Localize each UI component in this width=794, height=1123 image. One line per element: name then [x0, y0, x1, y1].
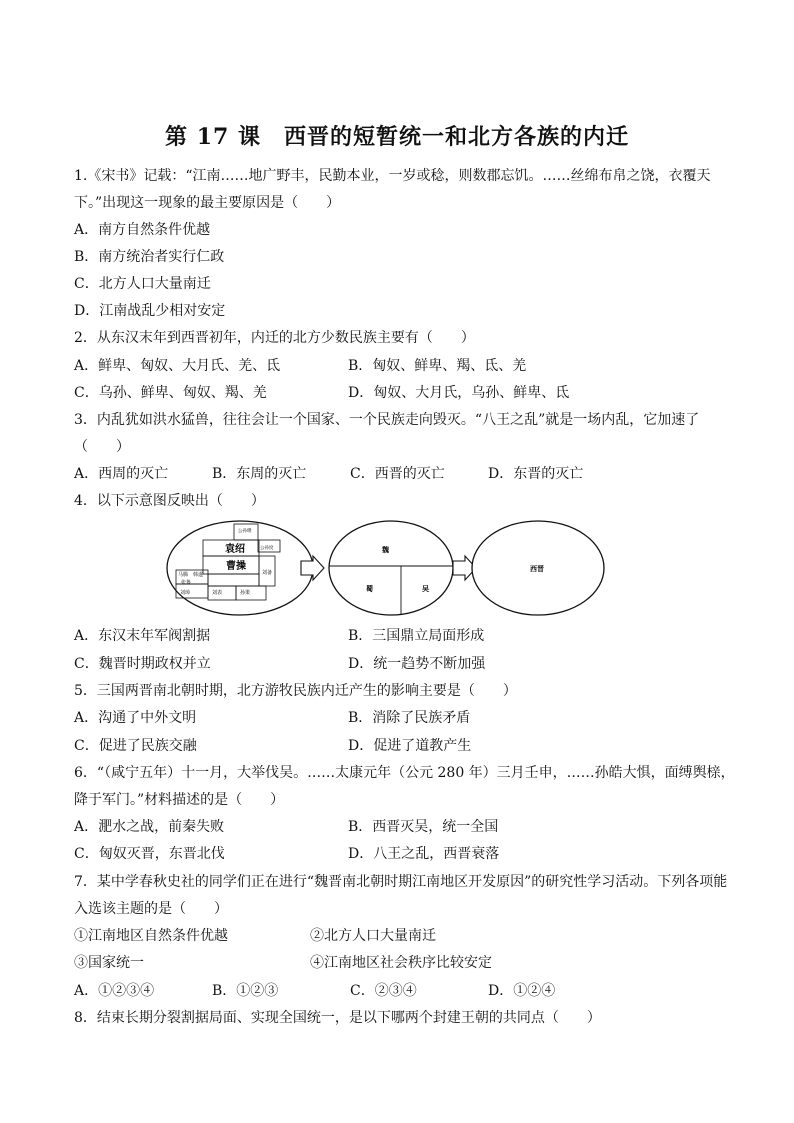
- q7-option-d: D．①②④: [488, 983, 556, 999]
- q3-option-c: C．西晋的灭亡: [350, 466, 445, 482]
- label-liubei: 刘备: [262, 570, 273, 576]
- label-wei: 魏: [382, 545, 389, 554]
- q5-option-b: B．消除了民族矛盾: [348, 710, 471, 726]
- q2-option-b: B．匈奴、鲜卑、羯、氐、羌: [348, 358, 527, 374]
- q1-option-d: D．江南战乱少相对安定: [74, 303, 226, 319]
- q4-option-b: B．三国鼎立局面形成: [348, 628, 485, 644]
- q6-option-a: A．淝水之战，前秦失败: [74, 819, 225, 835]
- q2-option-d: D．匈奴、大月氏，乌孙、鲜卑、氐: [348, 385, 570, 401]
- q3-stem-line1: 3．内乱犹如洪水猛兽，往往会让一个国家、一个民族走向毁灭。“八王之乱”就是一场内乱，它加速了: [74, 412, 700, 428]
- q3-option-d: D．东晋的灭亡: [488, 466, 584, 482]
- q7-stem-line2: 入选该主题的是（ ）: [74, 901, 228, 917]
- label-gongsunzan: 公孙瓒: [238, 529, 252, 534]
- q6-option-b: B．西晋灭吴，统一全国: [348, 819, 499, 835]
- label-zhanglu: 张鲁: [181, 580, 192, 586]
- q1-stem-line2: 下。”出现这一现象的最主要原因是（ ）: [74, 195, 341, 211]
- lesson-title: 第 17 课 西晋的短暂统一和北方各族的内迁: [165, 124, 629, 150]
- label-caocao: 曹操: [226, 561, 246, 572]
- q1-option-b: B．南方统治者实行仁政: [74, 249, 225, 265]
- label-sunce: 孙策: [240, 590, 251, 596]
- q5-option-d: D．促进了道教产生: [348, 738, 472, 754]
- three-kingdoms-map: [329, 521, 453, 615]
- q5-stem: 5．三国两晋南北朝时期，北方游牧民族内迁产生的影响主要是（ ）: [74, 683, 517, 699]
- q7-item-2: ②北方人口大量南迁: [310, 928, 436, 944]
- q2-option-c: C．乌孙、鲜卑、匈奴、羯、羌: [74, 385, 267, 401]
- q1-option-a: A．南方自然条件优越: [74, 222, 211, 238]
- q6-option-d: D．八王之乱，西晋衰落: [348, 846, 500, 862]
- q1-stem-line1: 1.《宋书》记载：“江南……地广野丰，民勤本业，一岁或稔，则数郡忘饥。……丝绵布帛之饶，衣覆天: [74, 168, 711, 184]
- q7-stem-line1: 7．某中学春秋史社的同学们正在进行“魏晋南北朝时期江南地区开发原因”的研究性学习活动。下列各项能: [74, 874, 728, 890]
- label-hansui: 韩遂: [193, 572, 204, 578]
- q5-option-c: C．促进了民族交融: [74, 738, 197, 754]
- label-liuzhang: 刘璋: [180, 590, 191, 596]
- q7-options: [74, 982, 626, 1000]
- q4-option-d: D．统一趋势不断加强: [348, 656, 486, 672]
- q5-option-a: A．沟通了中外文明: [74, 710, 197, 726]
- q6-option-c: C．匈奴灭晋，东晋北伐: [74, 846, 225, 862]
- q3-option-b: B．东周的灭亡: [212, 466, 307, 482]
- q2-stem: 2．从东汉末年到西晋初年，内迁的北方少数民族主要有（ ）: [74, 330, 475, 346]
- warlord-map: [167, 521, 313, 615]
- q6-stem-line1: 6．“（咸宁五年）十一月，大举伐吴。……太康元年（公元 280 年）三月壬申，……孙皓大惧，面缚舆榇，: [74, 765, 735, 781]
- q6-stem-line2: 降于军门。”材料描述的是（ ）: [74, 792, 285, 808]
- q7-option-b: B．①②③: [212, 983, 279, 999]
- label-gongsundu: 公孙度: [260, 546, 274, 551]
- q4-stem: 4．以下示意图反映出（ ）: [74, 493, 265, 509]
- label-liubiao: 刘表: [212, 590, 223, 596]
- q3-option-a: A．西周的灭亡: [74, 466, 169, 482]
- q7-item-3: ③国家统一: [74, 955, 144, 971]
- q4-option-a: A．东汉末年军阀割据: [74, 628, 211, 644]
- q7-option-c: C．②③④: [350, 983, 417, 999]
- western-jin-map: [472, 521, 604, 615]
- label-yuanshao: 袁绍: [225, 544, 245, 555]
- territory-evolution-diagram: [166, 518, 606, 618]
- label-mateng: 马腾: [178, 572, 189, 578]
- label-xijin: 西晋: [530, 564, 544, 573]
- q3-stem-line2: （ ）: [74, 439, 130, 455]
- q2-option-a: A．鲜卑、匈奴、大月氏、羌、氐: [74, 358, 281, 374]
- q8-stem: 8．结束长期分裂割据局面、实现全国统一，是以下哪两个封建王朝的共同点（ ）: [74, 1010, 601, 1026]
- q7-item-4: ④江南地区社会秩序比较安定: [310, 955, 492, 971]
- q7-item-1: ①江南地区自然条件优越: [74, 928, 228, 944]
- label-wu: 吴: [422, 584, 429, 593]
- q1-option-c: C．北方人口大量南迁: [74, 276, 211, 292]
- q3-options: [74, 465, 626, 483]
- q7-option-a: A．①②③④: [74, 983, 155, 999]
- label-shu: 蜀: [366, 584, 373, 593]
- q4-option-c: C．魏晋时期政权并立: [74, 656, 211, 672]
